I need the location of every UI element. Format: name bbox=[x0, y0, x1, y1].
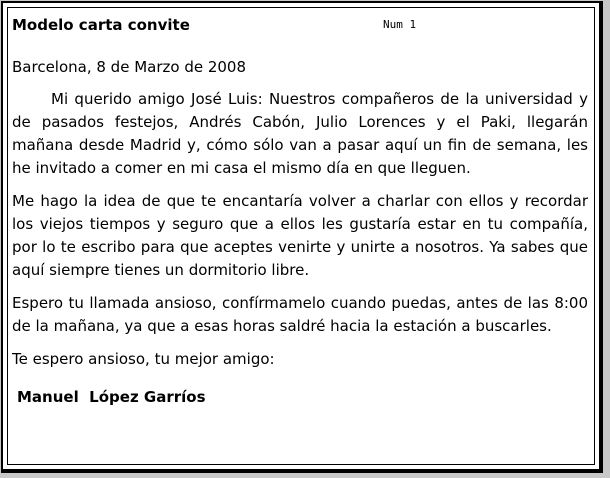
letter-date: Barcelona, 8 de Marzo de 2008 bbox=[12, 58, 247, 76]
letter-title: Modelo carta convite bbox=[12, 16, 190, 34]
letter-number: Num 1 bbox=[383, 18, 417, 31]
paragraph-greeting bbox=[12, 88, 588, 180]
paragraph-invitation: Me hago la idea de que te encantaría volver a charlar con ellos y recordar los viejos tiempos y seguro que a ellos les gustaría estar en tu compañía, por lo te escribo para que aceptes venirte y unirte a nosotros. Ya sabes que aquí siempre tienes un dormitorio libre. bbox=[12, 192, 588, 279]
letter-signature: Manuel López Garríos bbox=[17, 388, 206, 406]
paragraph-request: Espero tu llamada ansioso, confírmamelo cuando puedas, antes de las 8:00 de la mañana, ya que a esas horas saldré hacia la estación a buscarles. bbox=[12, 294, 588, 335]
paragraph-greeting-text: Mi querido amigo José Luis: Nuestros compañeros de la universidad y de pasados festejos, Andrés Cabón, Julio Lorences y el Paki, llegarán mañana desde Madrid y, cómo sólo van a pasar aquí un fin de semana, les he invitado a comer en mi casa el mismo día en que lleguen. bbox=[12, 90, 588, 177]
letter-body bbox=[12, 16, 588, 408]
letter-header bbox=[12, 16, 588, 38]
document-frame bbox=[1, 1, 603, 473]
letter-closing: Te espero ansioso, tu mejor amigo: bbox=[12, 350, 275, 368]
